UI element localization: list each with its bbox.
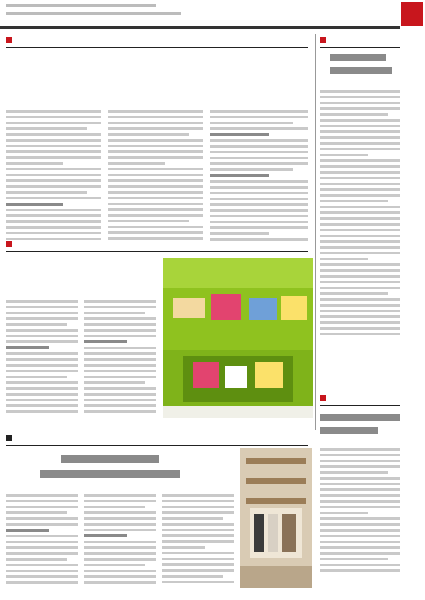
kitchen-article-col3 — [210, 110, 308, 244]
section-rule — [6, 445, 308, 446]
section-marker-icon — [6, 241, 12, 247]
section-rule — [6, 251, 308, 252]
masthead — [0, 0, 425, 28]
storage-article — [320, 90, 400, 339]
trend-article-col2 — [84, 494, 156, 587]
section-label-leisure — [320, 392, 329, 404]
section-marker-icon — [6, 435, 12, 441]
leisure-headline — [320, 414, 400, 437]
green-article-col2 — [84, 300, 156, 416]
kitchen-article-col2 — [108, 110, 203, 243]
section-marker-icon — [6, 37, 12, 43]
leisure-article — [320, 448, 400, 575]
section-label-decor — [6, 34, 15, 46]
section-label-home — [6, 238, 15, 250]
section-marker-icon — [320, 37, 326, 43]
section-label-trend — [6, 432, 15, 444]
trend-article-col3 — [162, 494, 234, 587]
trend-article-col1 — [6, 494, 78, 587]
kitchen-article-col1 — [6, 110, 101, 243]
section-rule — [320, 405, 400, 406]
masthead-rule — [0, 26, 400, 29]
trend-headline — [40, 455, 180, 481]
section-marker-icon — [320, 395, 326, 401]
masthead-editor-line — [6, 12, 181, 15]
column-divider — [315, 34, 316, 430]
green-room-illustration — [163, 258, 313, 418]
section-rule — [6, 47, 308, 48]
section-rule — [320, 47, 400, 48]
page-number — [401, 2, 423, 26]
green-room-photo — [163, 258, 313, 418]
section-label-storage — [320, 34, 329, 46]
green-article-col1 — [6, 300, 78, 416]
storage-headline — [330, 54, 392, 77]
walk-in-closet-photo — [240, 448, 312, 588]
masthead-date-line — [6, 4, 156, 7]
closet-illustration — [240, 448, 312, 588]
